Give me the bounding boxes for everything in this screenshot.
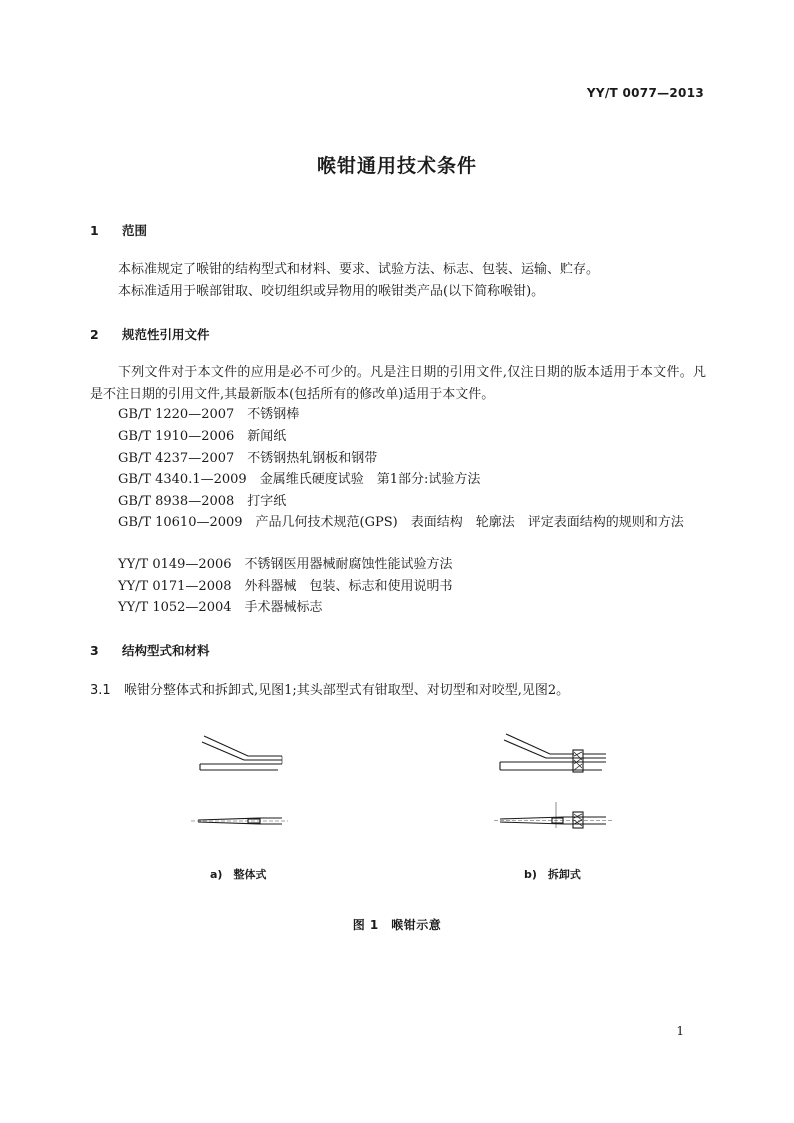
reference-item-long: GB/T 10610—2009 产品几何技术规范(GPS) 表面结构 轮廓法 评定表面结构的规则和方法: [118, 515, 684, 530]
section-title: 范围: [122, 223, 148, 238]
document-title: 喉钳通用技术条件: [316, 155, 477, 177]
references-intro: 下列文件对于本文件的应用是必不可少的。凡是注日期的引用文件,仅注日期的版本适用于本文件。凡是不注日期的引用文件,其最新版本(包括所有的修改单)适用于本文件。: [90, 365, 706, 402]
reference-item: GB/T 4237—2007 不锈钢热轧钢板和钢带: [118, 451, 378, 466]
clause-text: 喉钳分整体式和拆卸式,见图1;其头部型式有钳取型、对切型和对咬型,见图2。: [124, 683, 570, 698]
subfigure-label-b: b) 拆卸式: [524, 868, 581, 881]
reference-item: YY/T 1052—2004 手术器械标志: [118, 600, 323, 615]
reference-item: GB/T 1910—2006 新闻纸: [118, 429, 287, 444]
section-1-heading: [90, 221, 147, 239]
scope-paragraph-1: 本标准规定了喉钳的结构型式和材料、要求、试验方法、标志、包装、运输、贮存。: [118, 262, 600, 277]
section-title: 结构型式和材料: [122, 643, 210, 658]
subfigure-label-a: a) 整体式: [210, 868, 267, 881]
section-2-heading: [90, 325, 210, 343]
section-title: 规范性引用文件: [122, 327, 210, 342]
reference-item: YY/T 0149—2006 不锈钢医用器械耐腐蚀性能试验方法: [118, 557, 453, 572]
standard-number: YY/T 0077—2013: [586, 86, 704, 100]
section-number: 3: [90, 643, 99, 658]
reference-item: YY/T 0171—2008 外科器械 包装、标志和使用说明书: [118, 579, 453, 594]
clause-3-1: [90, 680, 569, 702]
clause-number: 3.1: [90, 683, 111, 698]
forceps-detachable-drawing: [494, 728, 616, 838]
figure-caption: 图 1 喉钳示意: [352, 918, 442, 932]
section-number: 1: [90, 223, 99, 238]
scope-paragraph-2: 本标准适用于喉部钳取、咬切组织或异物用的喉钳类产品(以下简称喉钳)。: [118, 284, 545, 299]
reference-item: GB/T 8938—2008 打字纸: [118, 494, 287, 509]
reference-item: GB/T 1220—2007 不锈钢棒: [118, 407, 300, 422]
section-3-heading: [90, 641, 210, 659]
section-number: 2: [90, 327, 99, 342]
forceps-integral-drawing: [190, 728, 290, 838]
reference-item: GB/T 4340.1—2009 金属维氏硬度试验 第1部分:试验方法: [118, 472, 481, 487]
page-number: 1: [676, 1024, 684, 1038]
